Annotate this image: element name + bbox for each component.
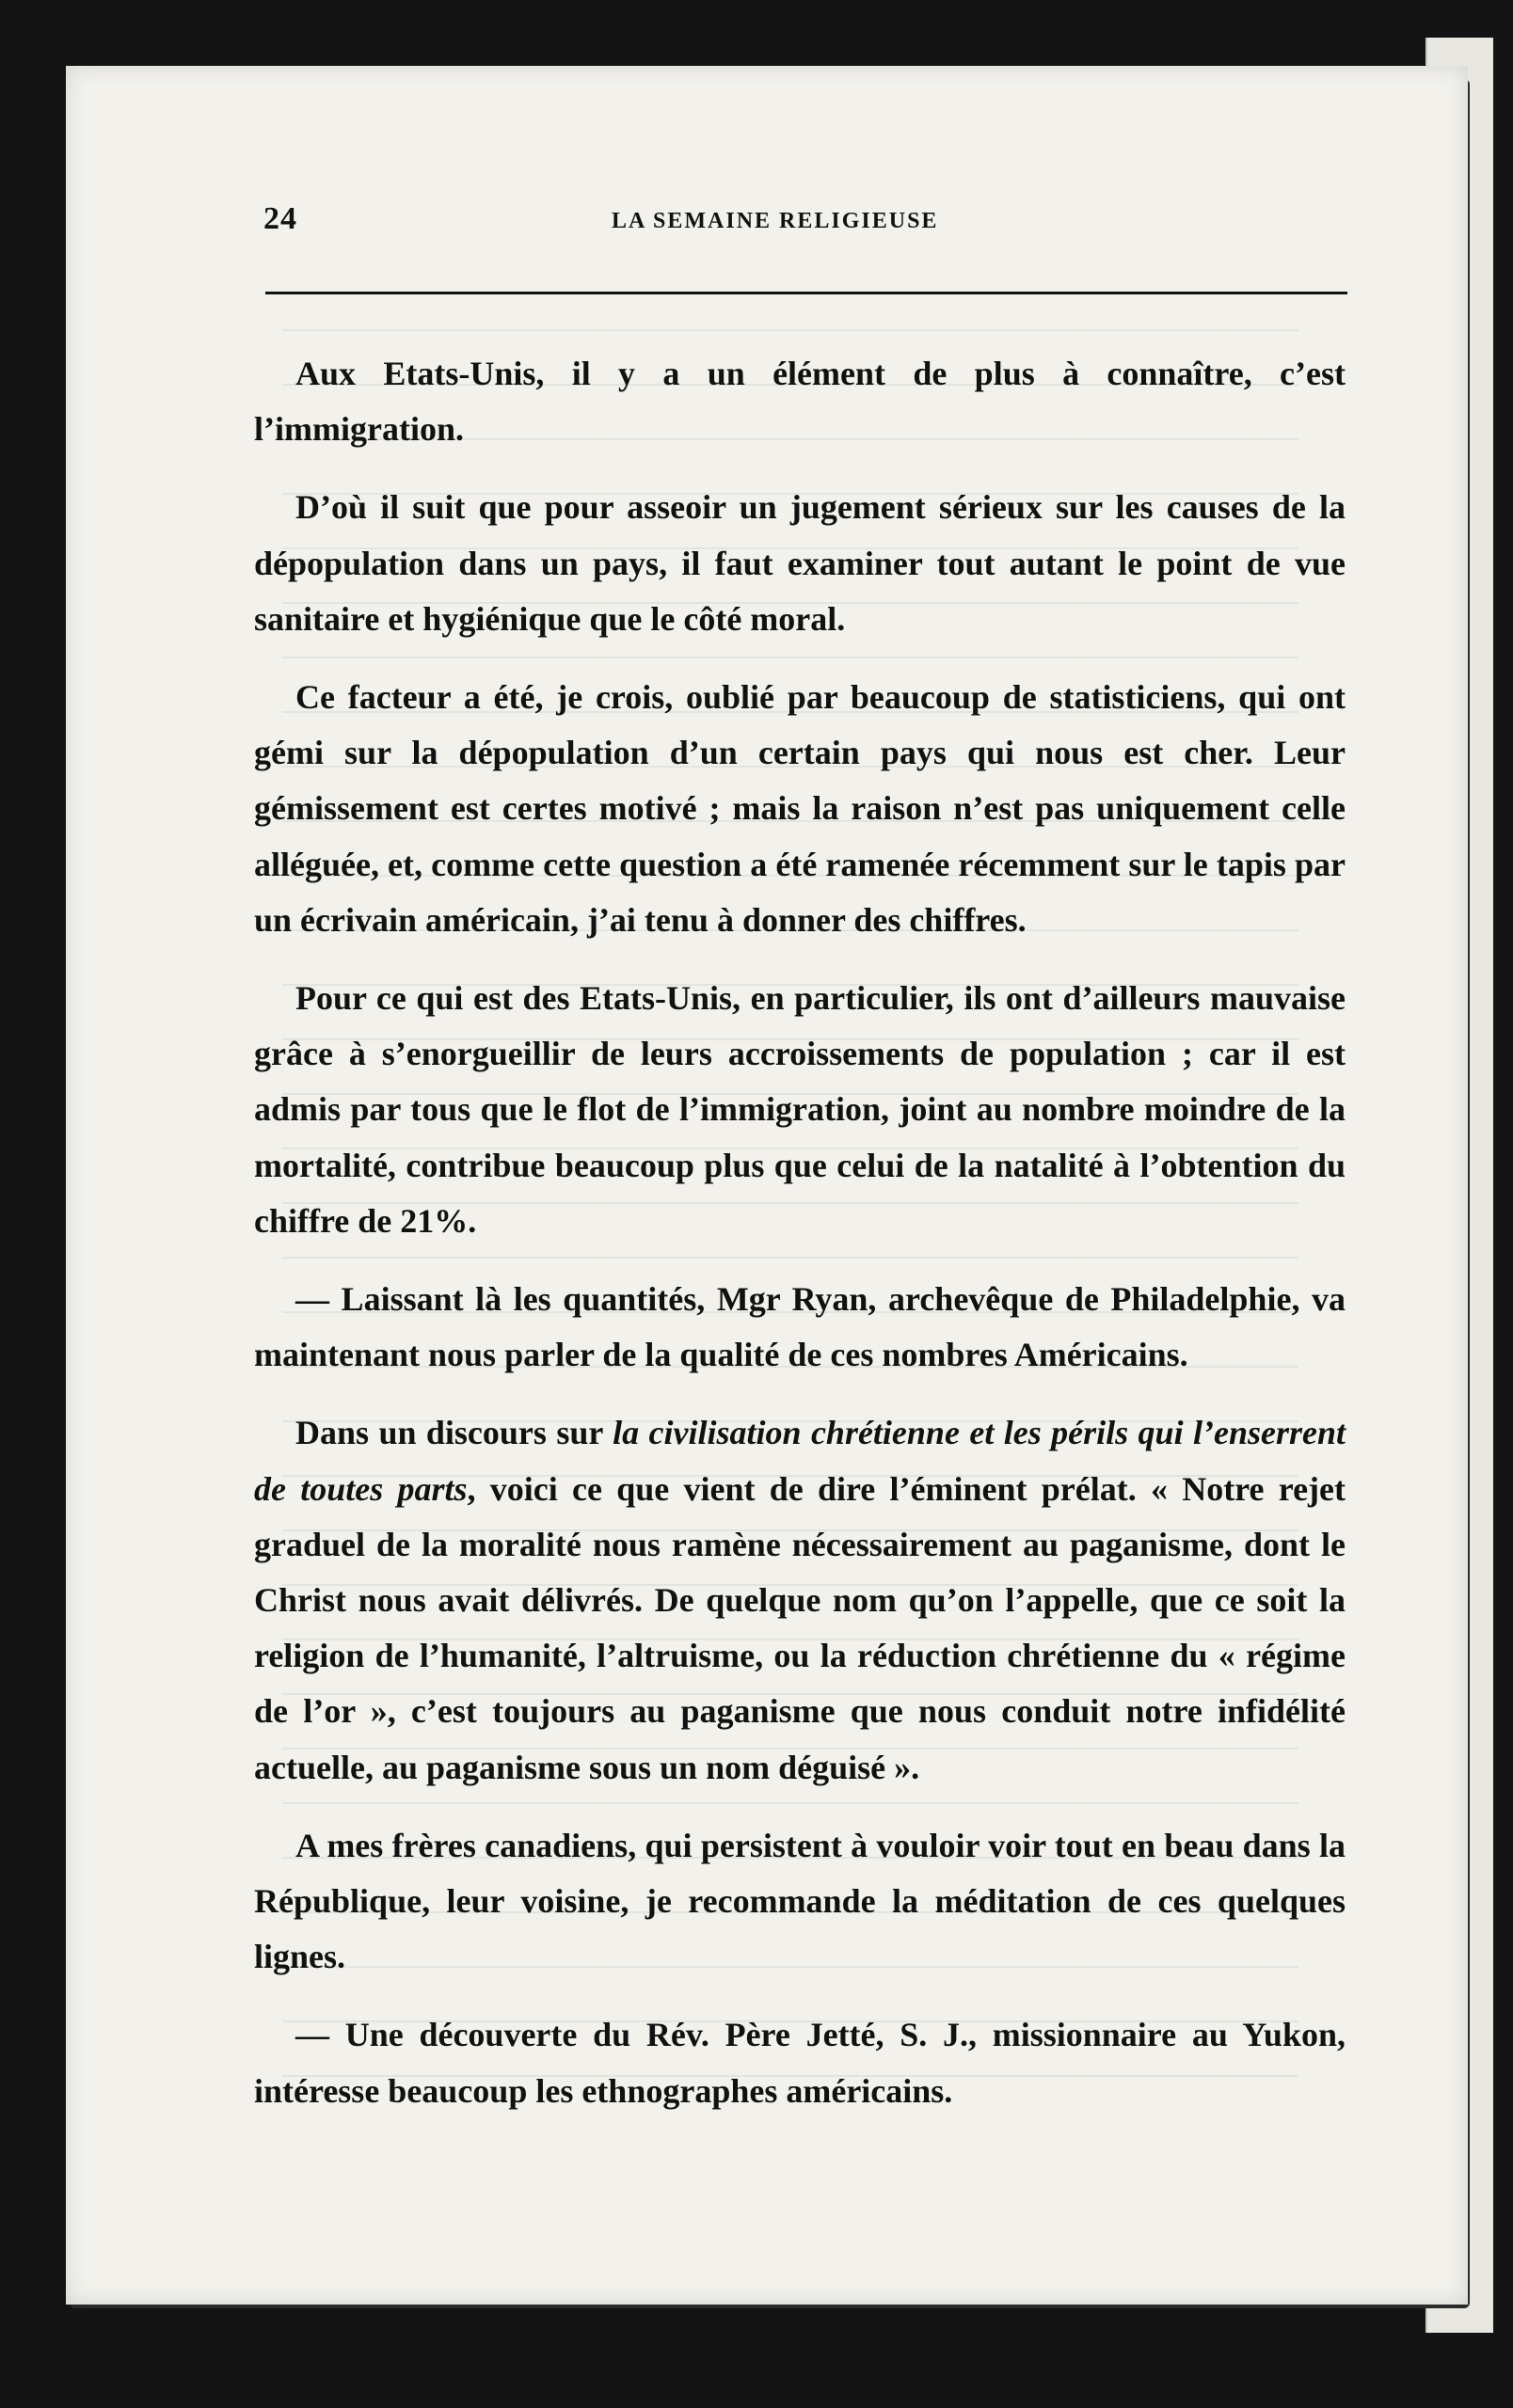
article-body (254, 346, 1346, 2119)
paragraph-mgr-ryan: — Laissant là les quantités, Mgr Ryan, archevêque de Philadelphie, va maintenant nous parler de la qualité de ces nombres Américains. (254, 1280, 1346, 1374)
paragraph-depopulation: D’où il suit que pour asseoir un jugement sérieux sur les causes de la dépopulation dans un pays, il faut examiner tout autant le point de vue sanitaire et hygiénique que le côté moral. (254, 488, 1346, 638)
discours-quote: , voici ce que vient de dire l’éminent prélat. « Notre rejet graduel de la moralité nous ramène nécessairement au paganisme, dont le Christ nous avait délivrés. De quelque nom qu’on l’appelle, que ce soit la religion de l’humanité, l’altruisme, ou la réduction chrétienne du « régime de l’or », c’est toujours au paganisme que nous conduit notre infidélité actuelle, au paganisme sous un nom déguisé ». (254, 1469, 1346, 1786)
header-rule (265, 292, 1347, 294)
paragraph-freres-canadiens: A mes frères canadiens, qui persistent à vouloir voir tout en beau dans la République, leur voisine, je recommande la méditation de ces quelques lignes. (254, 1826, 1346, 1976)
discours-intro: Dans un discours sur (295, 1414, 613, 1452)
paragraph-etats-unis: Pour ce qui est des Etats-Unis, en particulier, ils ont d’ailleurs mauvaise grâce à s’enorgueillir de leurs accroissements de population ; car il est admis par tous que le flot de l’immigration, joint au nombre moindre de la mortalité, contribue beaucoup plus que celui de la natalité à l’obtention du chiffre de 21%. (254, 979, 1346, 1240)
page-header (263, 201, 1346, 258)
discours-title-italic: la civilisation chrétienne et les périls qui l’enserrent de toutes parts (254, 1414, 1346, 1508)
paragraph-discours (254, 1405, 1346, 1795)
paragraph-immigration: Aux Etats-Unis, il y a un élément de plus à connaître, c’est l’immigration. (254, 355, 1346, 449)
page-number: 24 (263, 201, 297, 236)
running-title: LA SEMAINE RELIGIEUSE (612, 209, 939, 233)
paragraph-decouverte: — Une découverte du Rév. Père Jetté, S. J., missionnaire au Yukon, intéresse beaucoup les ethnographes américains. (254, 2016, 1346, 2110)
paragraph-statisticiens: Ce facteur a été, je crois, oublié par beaucoup de statisticiens, qui ont gémi sur la dépopulation d’un certain pays qui nous est cher. Leur gémissement est certes motivé ; mais la raison n’est pas uniquement celle alléguée, et, comme cette question a été ramenée récemment sur le tapis par un écrivain américain, j’ai tenu à donner des chiffres. (254, 678, 1346, 939)
